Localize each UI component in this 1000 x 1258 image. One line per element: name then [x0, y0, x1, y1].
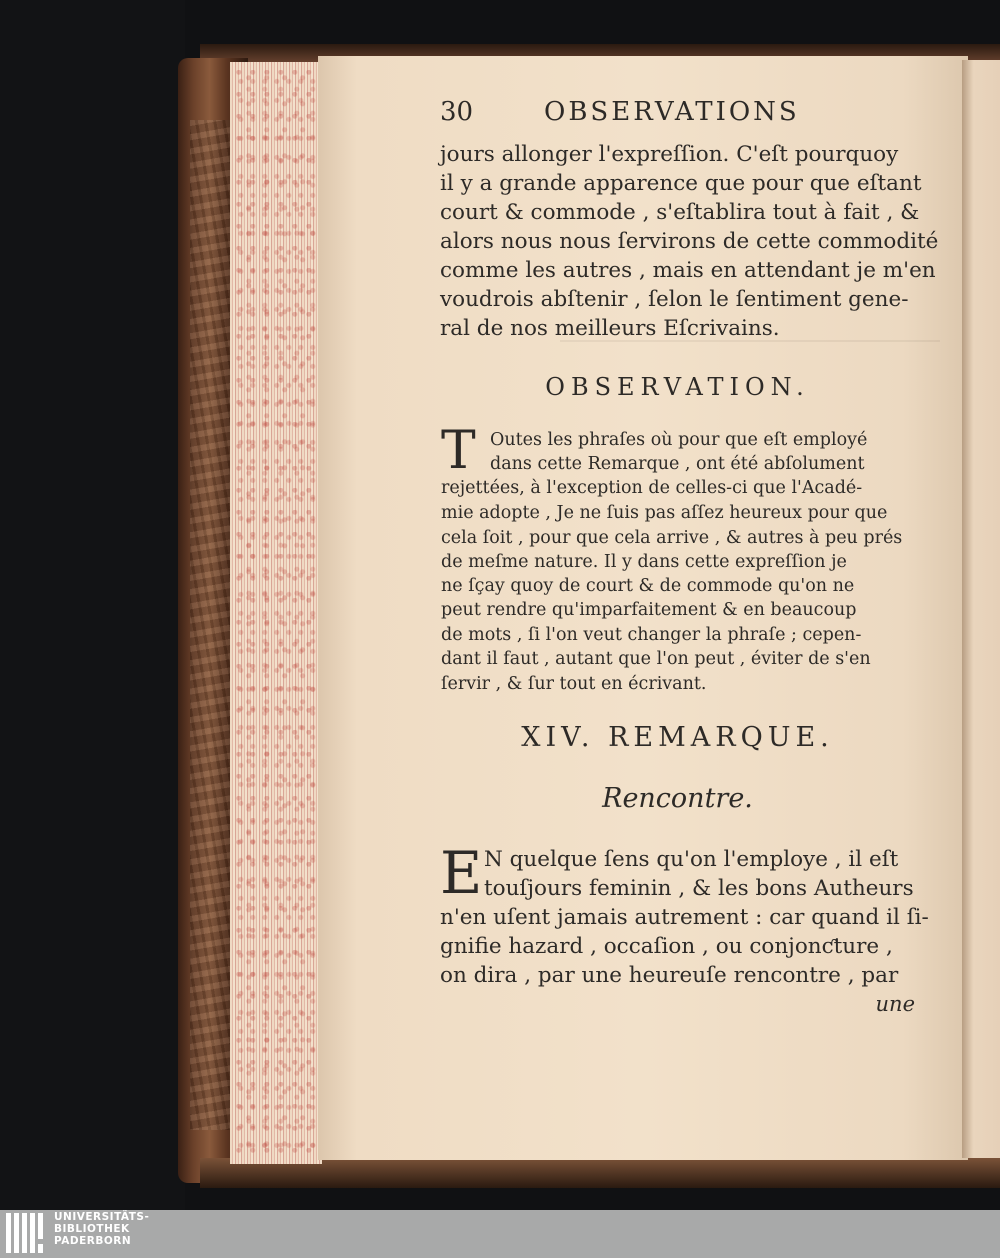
- text-line: de meſme nature. Il y dans cette expreſſion je: [441, 552, 847, 572]
- text-line: rejettées, à l'exception de celles-ci que l'Acadé-: [441, 478, 863, 498]
- text-line-content: il y a grande apparence que pour que eſtant: [440, 171, 922, 196]
- page-number: 30: [440, 97, 474, 127]
- text-line: ral de nos meilleurs Eſcrivains.: [440, 316, 780, 341]
- text-line: N quelque ſens qu'on l'employe , il eſt: [484, 847, 899, 872]
- text-line: n'en uſent jamais autrement : car quand il ſi-: [440, 905, 929, 930]
- text-line: Outes les phraſes où pour que eſt employé: [490, 430, 868, 450]
- text-line: court & commode , s'eſtablira tout à fait , &: [440, 200, 920, 225]
- text-line: ne ſçay quoy de court & de commode qu'on ne: [441, 576, 855, 596]
- text-line: dans cette Remarque , ont été abſolument: [490, 454, 865, 474]
- facing-page-edge: [962, 60, 1000, 1158]
- running-head: [440, 97, 820, 129]
- text-line: mie adopte , Je ne ſuis pas aſſez heureux pour que: [441, 503, 888, 523]
- text-line: peut rendre qu'imparfaitement & en beaucoup: [441, 600, 857, 620]
- library-name-line: UNIVERSITÄTS-: [54, 1211, 150, 1223]
- text-line: [440, 169, 922, 198]
- text-line: cela ſoit , pour que cela arrive , & autres à peu prés: [441, 528, 903, 548]
- footer-bar: [0, 1210, 1000, 1258]
- leather-texture: [190, 120, 230, 1130]
- library-logo-icon: [6, 1213, 48, 1253]
- library-name: [54, 1211, 149, 1247]
- drop-cap-letter: E: [440, 839, 483, 907]
- text-line: voudrois abſtenir , ſelon le ſentiment gene-: [440, 287, 909, 312]
- remarque-subheading: Rencontre.: [602, 783, 753, 814]
- text-line: gnifie hazard , occaſion , ou conjonƈture ,: [440, 934, 893, 959]
- text-line: touſjours feminin , & les bons Autheurs: [484, 876, 914, 901]
- library-name-line: BIBLIOTHEK: [54, 1223, 130, 1235]
- dark-background: [0, 0, 185, 1210]
- page-title: OBSERVATIONS: [544, 97, 800, 127]
- text-line: alors nous nous ſervirons de cette commodité: [440, 229, 939, 254]
- text-line: on dira , par une heureuſe rencontre , par: [440, 963, 899, 988]
- library-name-line: PADERBORN: [54, 1235, 132, 1247]
- observation-heading: OBSERVATION.: [545, 373, 810, 401]
- text-line: de mots , ſi l'on veut changer la phraſe ; cepen-: [441, 625, 862, 645]
- remarque-heading: XIV. REMARQUE.: [521, 722, 834, 753]
- sprinkled-edge-pattern: [236, 70, 316, 1160]
- catchword: une: [875, 992, 915, 1016]
- text-line: dant il faut , autant que l'on peut , éviter de s'en: [441, 649, 871, 669]
- text-line: comme les autres , mais en attendant je m'en: [440, 258, 936, 283]
- text-line: ſervir , & ſur tout en écrivant.: [441, 674, 707, 694]
- text-line: jours allonger l'expreſſion. C'eſt pourquoy: [440, 142, 899, 167]
- drop-cap-letter: T: [441, 421, 476, 481]
